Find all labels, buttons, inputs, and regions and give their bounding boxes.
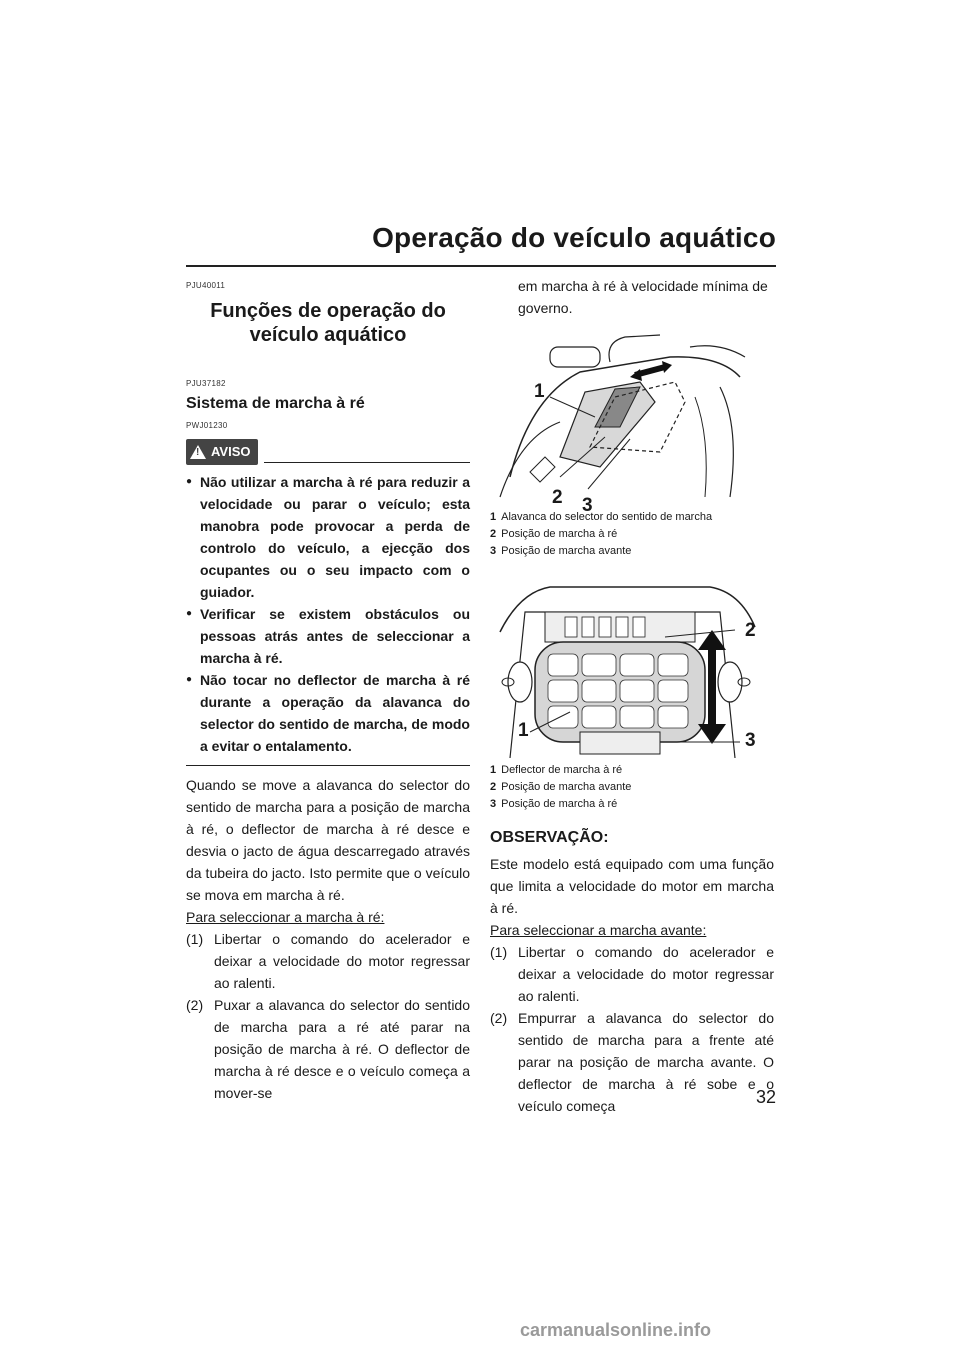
warning-item: ● Não utilizar a marcha à ré para reduzir a velocidade ou parar o veículo; esta manobra pode provocar a perda de controlo do veículo, a ejecção dos ocupantes ou o seu impacto com o guiador.: [186, 471, 470, 603]
warning-rule: [264, 462, 471, 463]
warning-header: [186, 439, 470, 465]
selector-lever-illustration: [490, 327, 750, 505]
warning-item: ● Não tocar no deflector de marcha à ré durante a operação da alavanca do selector do sentido de marcha, de modo a evitar o entalamento.: [186, 669, 470, 757]
step-number: (2): [186, 997, 204, 1013]
warning-item: ● Verificar se existem obstáculos ou pessoas atrás antes de seleccionar a marcha à ré.: [186, 603, 470, 669]
reverse-deflector-illustration: [490, 572, 760, 758]
footer-watermark[interactable]: carmanualsonline.info: [520, 1320, 712, 1340]
legend-item: 2 Posição de marcha à ré: [490, 528, 618, 540]
warning-list: [186, 471, 470, 766]
subsection-title: Sistema de marcha à ré: [186, 395, 365, 412]
section-title: [186, 299, 470, 347]
figure2-legend: [490, 762, 774, 813]
subsection-code: PJU37182: [186, 379, 226, 388]
warning-badge: [186, 439, 258, 465]
figure1-legend: [490, 509, 774, 560]
step-number: (1): [186, 931, 204, 947]
header-rule: [186, 265, 776, 267]
left-column: [186, 275, 470, 1104]
forward-steps: [490, 941, 774, 1117]
section-code: PJU40011: [186, 281, 226, 290]
intro-paragraph: Quando se move a alavanca do selector do sentido de marcha para a posição de marcha à ré, o deflector de marcha à ré desce e desvia o jacto de água descarregado através da tubeira do jacto. Isto permite que o veículo se mova em marcha à ré.: [186, 777, 470, 903]
note-title: OBSERVAÇÃO:: [490, 829, 609, 846]
legend-item: 3 Posição de marcha avante: [490, 545, 632, 557]
legend-item: 1 Deflector de marcha à ré: [490, 764, 623, 776]
step-text: Libertar o comando do acelerador e deixar a velocidade do motor regressar ao ralenti.: [214, 931, 470, 991]
reverse-step-2-continued: em marcha à ré à velocidade mínima de governo.: [518, 278, 768, 316]
step-text: Empurrar a alavanca do selector do sentido de marcha para a frente até parar na posição de marcha avante. O deflector de marcha à ré sobe e o veículo começa: [518, 1010, 774, 1114]
step-text: Libertar o comando do acelerador e deixar a velocidade do motor regressar ao ralenti.: [518, 944, 774, 1004]
callout-2: 2: [552, 487, 563, 508]
page-number: 32: [755, 1087, 776, 1107]
legend-item: 1 Alavanca do selector do sentido de marcha: [490, 511, 713, 523]
section-title-line1: Funções de operação do: [210, 300, 446, 322]
forward-step-1: [490, 941, 774, 1007]
reverse-steps: [186, 928, 470, 1104]
reverse-step-2: [186, 994, 470, 1104]
legend-item: 3 Posição de marcha à ré: [490, 798, 618, 810]
callout-3: 3: [745, 730, 756, 751]
warning-triangle-icon: !: [190, 445, 206, 459]
callout-2: 2: [745, 620, 756, 641]
callout-1: 1: [534, 381, 545, 402]
warning-code: PWJ01230: [186, 421, 228, 430]
step-number: (2): [490, 1010, 508, 1026]
callout-3: 3: [582, 495, 593, 516]
reverse-heading: Para seleccionar a marcha à ré:: [186, 909, 385, 925]
forward-heading: Para seleccionar a marcha avante:: [490, 922, 707, 938]
note-text: Este modelo está equipado com uma função que limita a velocidade do motor em marcha à ré.: [490, 856, 774, 916]
reverse-step-1: [186, 928, 470, 994]
step-number: (1): [490, 944, 508, 960]
warning-badge-label: AVISO: [211, 444, 251, 459]
section-title-line2: veículo aquático: [249, 324, 407, 346]
figure-reverse-deflector: [490, 572, 774, 758]
callout-1: 1: [518, 720, 529, 741]
right-column: [490, 275, 774, 1117]
page-header-title: Operação do veículo aquático: [372, 222, 776, 253]
step-text: Puxar a alavanca do selector do sentido de marcha para a ré até parar na posição de marcha à ré. O deflector de marcha à ré desce e o veículo começa a mover-se: [214, 997, 470, 1101]
forward-step-2: [490, 1007, 774, 1117]
figure-selector-lever: [490, 327, 774, 516]
legend-item: 2 Posição de marcha avante: [490, 781, 632, 793]
